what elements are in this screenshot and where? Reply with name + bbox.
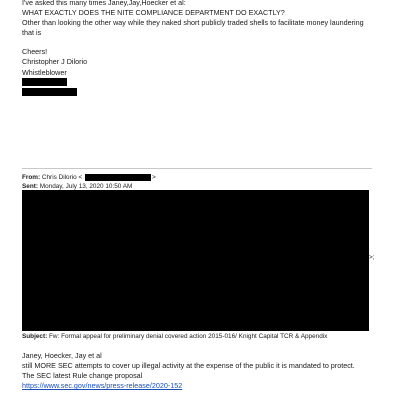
sent-value: Monday, July 13, 2020 10:50 AM [39,183,133,190]
from-label: From: [22,174,41,181]
recipient-tail: >; [369,254,375,261]
redaction-bar [22,88,77,96]
body-line-1: Janey, Hoecker, Jay et al [22,351,102,360]
body-line-2: still MORE SEC attempts to cover up illegal activity at the expense of the public it is mandated to protect. [22,361,355,370]
from-tail: > [152,174,156,181]
top-line-3: Other than looking the other way while they naked short publicly traded shells to facilitate money laundering [22,18,364,27]
header-divider [22,168,372,169]
body-line-3: The SEC latest Rule change proposal [22,371,143,380]
signoff: Cheers! [22,47,48,56]
redaction-block [22,190,369,331]
subject-label: Subject: [22,333,48,340]
redaction-bar [85,174,151,181]
top-line-2: WHAT EXACTLY DOES THE NITE COMPLIANCE DEPARTMENT DO EXACTLY? [22,8,285,17]
from-row [22,174,82,182]
subject-row [22,333,327,341]
signature-title: Whistleblower [22,68,67,77]
subject-value: Fw: Formal appeal for preliminary denial covered action 2015-016/ Knight Capital TCR & Appendix [49,333,328,340]
signature-name: Christopher J Dilorio [22,57,88,66]
press-release-link[interactable]: https://www.sec.gov/news/press-release/2020-152 [22,381,183,390]
sent-label: Sent: [22,183,38,190]
top-line-4: that is [22,28,42,37]
from-value: Chris Dilorio < [41,174,83,181]
redaction-bar [22,78,67,86]
top-line-1: I've asked this many times Janey,Jay,Hoecker et al: [22,0,186,7]
